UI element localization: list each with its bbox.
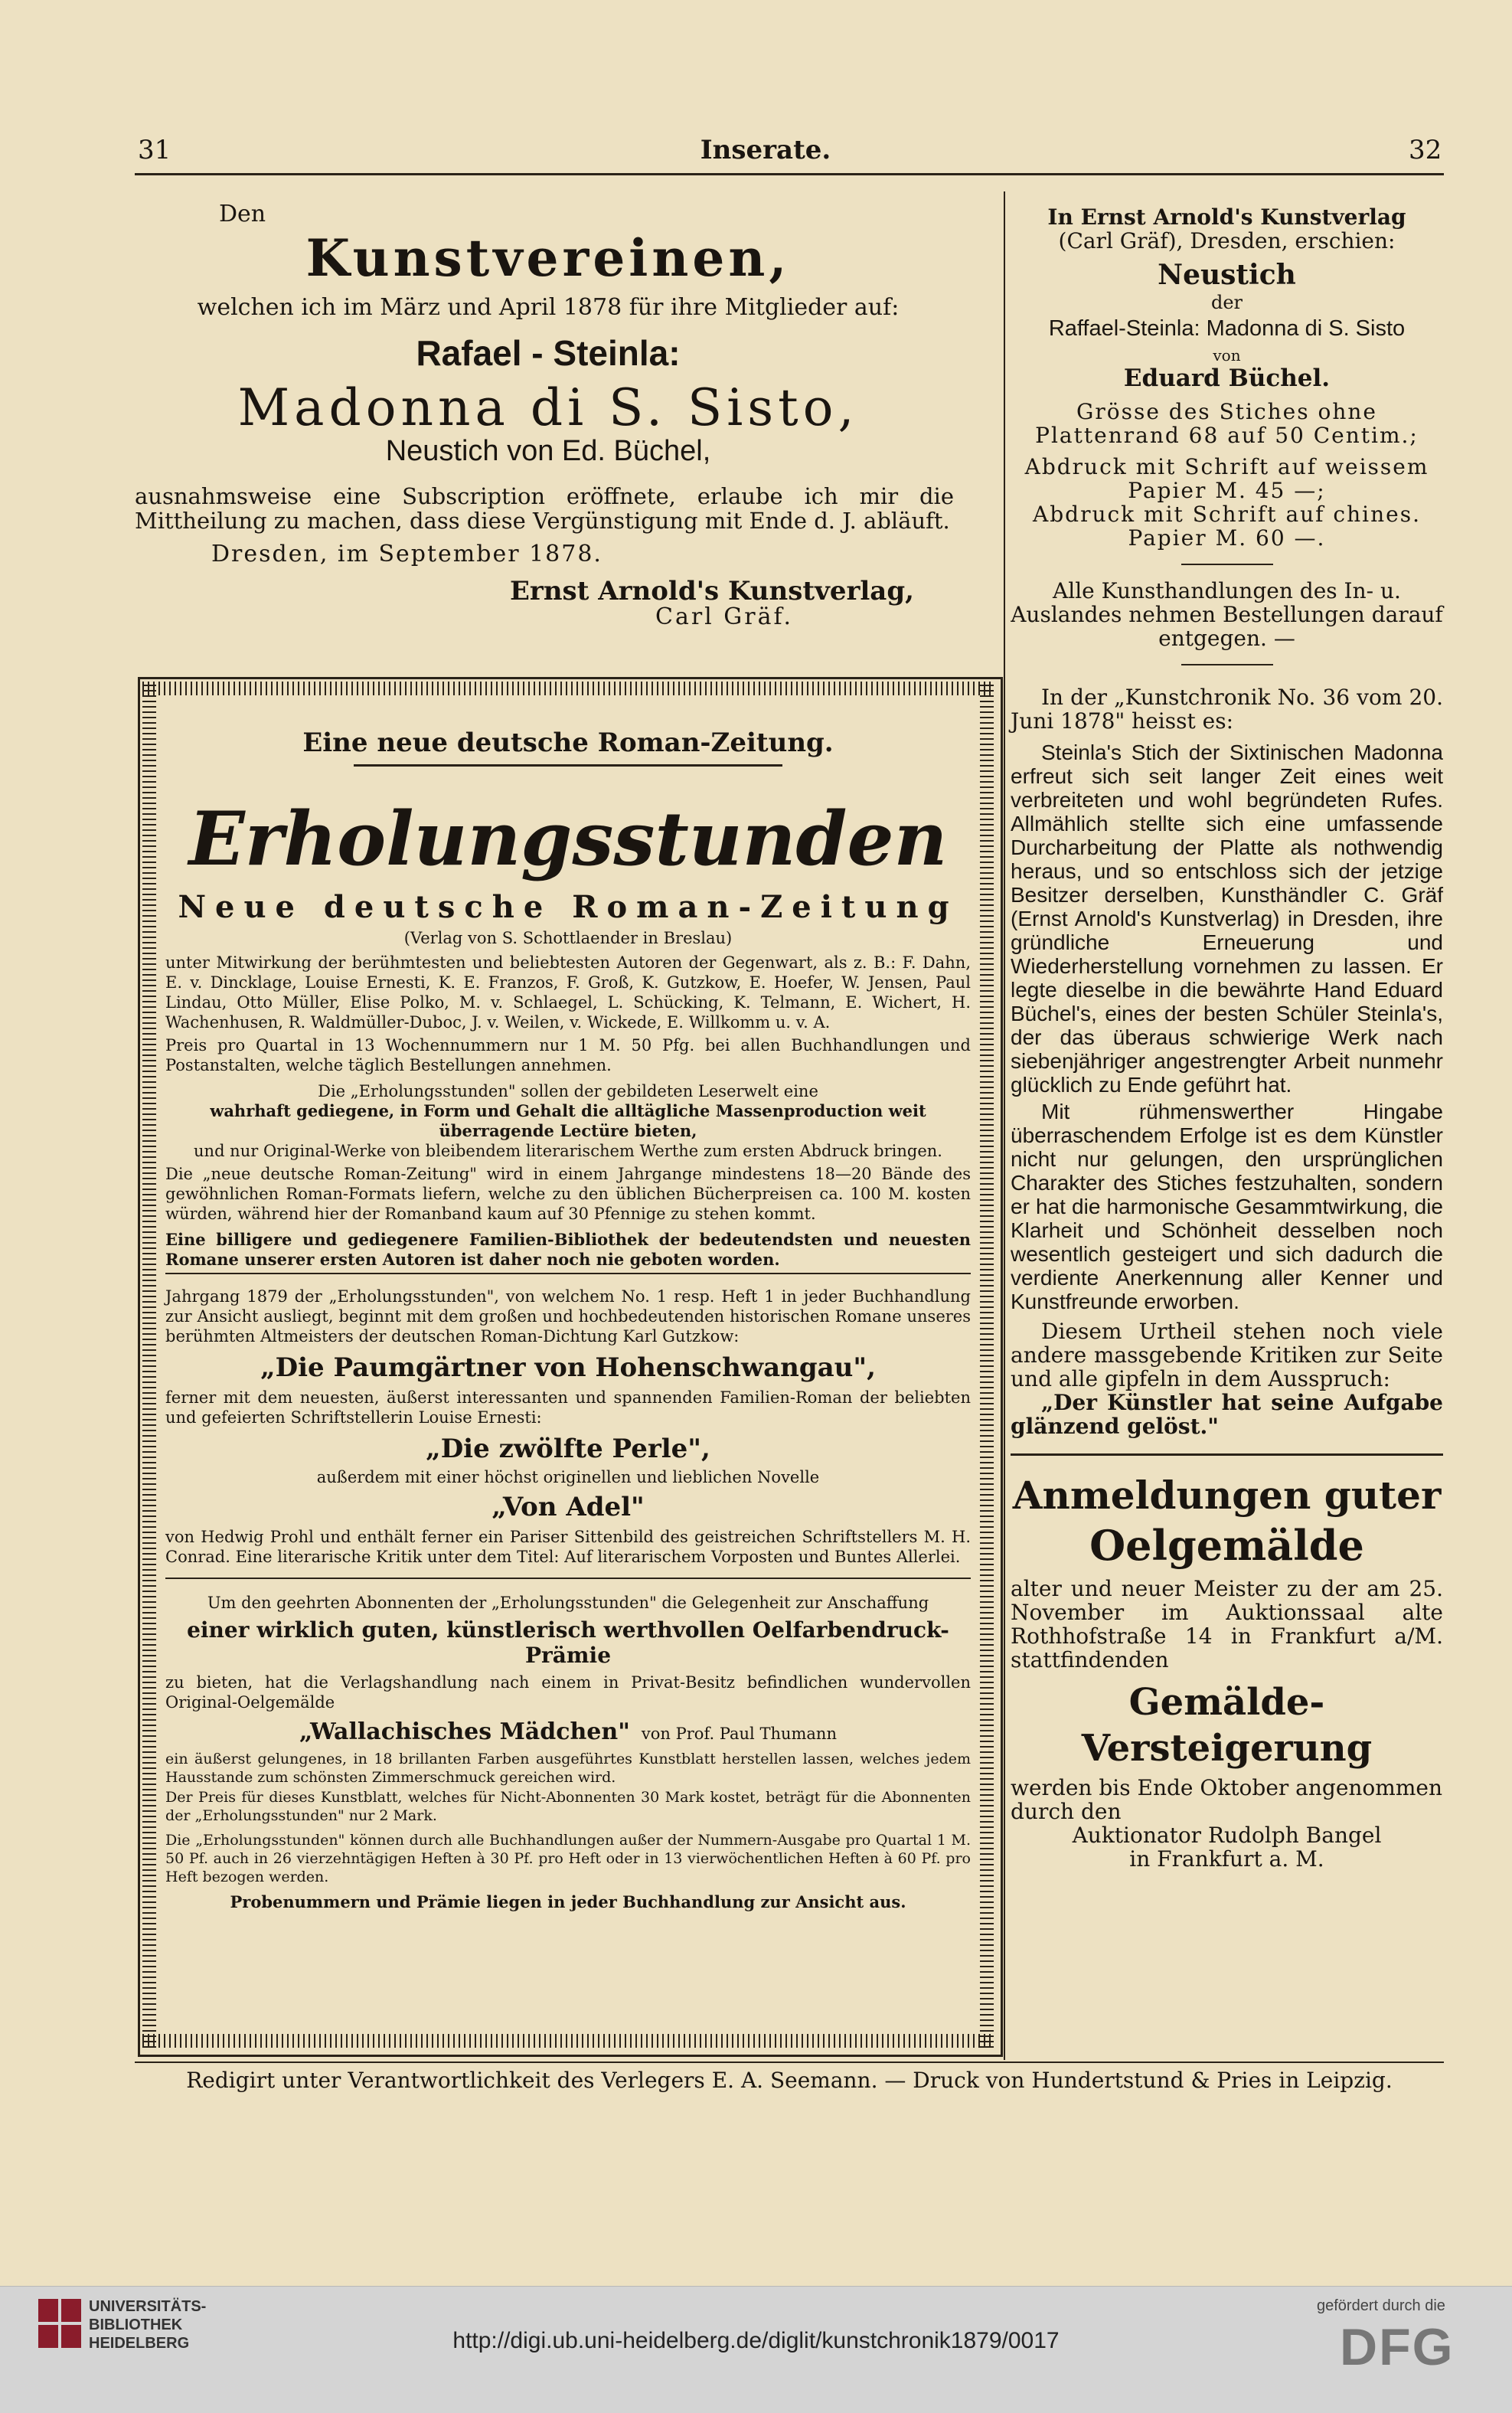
- novel-3: „Von Adel": [491, 1492, 645, 1522]
- library-line-2: BIBLIOTHEK: [89, 2317, 183, 2333]
- running-title: Inserate.: [700, 135, 831, 165]
- page-number-right: 32: [1409, 135, 1442, 165]
- roman-ad: [165, 705, 971, 1912]
- viewer-footer: [0, 2286, 1512, 2413]
- painting-line: [165, 1718, 971, 1745]
- roman-p3a: Die „Erholungsstunden" sollen der gebildeten Leserwelt eine: [318, 1082, 818, 1100]
- r-c6: Auktionator Rudolph Bangel: [1072, 1823, 1382, 1848]
- library-line-1: UNIVERSITÄTS-: [89, 2298, 207, 2315]
- ad-work: Madonna di S. Sisto,: [237, 378, 859, 437]
- ad-place-date: Dresden, im September 1878.: [211, 541, 603, 567]
- header-rule: [135, 173, 1444, 175]
- r-b2: Steinla's Stich der Sixtinischen Madonna erfreut sich seit langer Zeit eines weit verbreiteten und wohl begründeten Rufes. Allmählich stellte sich eine umfassende Durcharbeitung der Platte als nothwendig heraus, und so entschloss sich der jetzige Besitzer derselben, Kunsthändler C. Gräf (Ernst Arnold's Kunstverlag) in Dresden, ihre gründliche Erneuerung und Wiederherstellung vornehmen zu lassen. Er legte dieselbe in die bewährte Hand Eduard Büchel's, eines der besten Schüler Steinla's, der das überaus schwierige Werk nach siebenjähriger angestrengter Arbeit nunmehr glücklich zu Ende geführt hat.: [1011, 741, 1443, 1097]
- roman-title: Erholungsstunden: [188, 796, 948, 882]
- r-a7: Eduard Büchel.: [1123, 365, 1331, 392]
- roman-p12: Der Preis für dieses Kunstblatt, welches für Nicht-Abonnenten 30 Mark kostet, beträgt für die Abonnenten der „Erholungsstunden" nur 2 Mark.: [165, 1789, 971, 1824]
- r-c5: werden bis Ende Oktober angenommen durch den: [1011, 1775, 1442, 1824]
- r-c7: in Frankfurt a. M.: [1129, 1846, 1324, 1872]
- frame-border-bottom: [142, 2034, 994, 2048]
- r-a2: (Carl Gräf), Dresden, erschien:: [1058, 228, 1396, 253]
- novel-1: „Die Paumgärtner von Hohenschwangau",: [260, 1352, 876, 1383]
- r-a6: von: [1213, 346, 1241, 365]
- r-b1: In der „Kunstchronik No. 36 vom 20. Juni 1878" heisst es:: [1011, 685, 1443, 734]
- r-a9: Abdruck mit Schrift auf weissem Papier M. 45 —;: [1024, 454, 1429, 503]
- roman-p4: Die „neue deutsche Roman-Zeitung" wird in einem Jahrgange mindestens 18—20 Bände des gewöhnlichen Roman-Formats liefern, welche zu den üblichen Bücherpreisen ca. 100 M. kosten würden, während hier der Romanband kaum auf 30 Pfennige zu stehen kommt.: [165, 1165, 971, 1223]
- roman-p8: außerdem mit einer höchst originellen und lieblichen Novelle: [316, 1468, 820, 1486]
- roman-p7: ferner mit dem neuesten, äußerst interessanten und spannenden Familien-Roman der beliebten und gefeierten Schriftstellerin Louise Ernesti:: [165, 1388, 971, 1427]
- roman-p9: von Hedwig Prohl und enthält ferner ein Pariser Sittenbild des geistreichen Schriftstellers M. H. Conrad. Eine literarische Kritik unter dem Titel: Auf literarischem Vorposten und Buntes Allerlei.: [165, 1528, 971, 1566]
- roman-p2: Preis pro Quartal in 13 Wochennummern nur 1 M. 50 Pfg. bei allen Buchhandlungen und Postanstalten, welche täglich Bestellungen annehmen.: [165, 1036, 971, 1074]
- r-a1: In Ernst Arnold's Kunstverlag: [1047, 204, 1406, 230]
- r-a5: Raffael-Steinla: Madonna di S. Sisto: [1048, 316, 1406, 341]
- ad-den: Den: [219, 201, 266, 227]
- ad-artist: Rafael - Steinla:: [416, 333, 681, 373]
- roman-p3b: wahrhaft gediegene, in Form und Gehalt die alltägliche Massenproduction weit überragende Lectüre bieten,: [210, 1101, 926, 1140]
- library-line-3: HEIDELBERG: [89, 2335, 190, 2352]
- r-rule-3: [1011, 1453, 1443, 1456]
- r-c2: Oelgemälde: [1089, 1521, 1364, 1570]
- roman-p6: Jahrgang 1879 der „Erholungsstunden", von welchem No. 1 resp. Heft 1 in jeder Buchhandlung zur Ansicht ausliegt, beginnt mit dem großen und hochbedeutenden historischen Romane unseres berühmten Altmeisters der deutschen Roman-Dichtung Karl Gutzkow:: [165, 1287, 971, 1345]
- r-a4: der: [1210, 292, 1243, 313]
- roman-p3c: und nur Original-Werke von bleibendem literarischem Werthe zum ersten Abdruck bringen.: [194, 1142, 942, 1160]
- imprint: Redigirt unter Verantwortlichkeit des Verlegers E. A. Seemann. — Druck von Hundertstund & Pries in Leipzig.: [186, 2068, 1393, 2093]
- roman-p5: Eine billigere und gediegenere Familien-Bibliothek der bedeutendsten und neuesten Romane unserer ersten Autoren ist daher noch nie geboten worden.: [165, 1230, 971, 1274]
- r-rule-1: [1181, 564, 1273, 565]
- ad-line1: welchen ich im März und April 1878 für ihre Mitglieder auf:: [197, 294, 900, 321]
- r-a8: Grösse des Stiches ohne Plattenrand 68 auf 50 Centim.;: [1035, 399, 1419, 448]
- roman-p1: unter Mitwirkung der berühmtesten und beliebtesten Autoren der Gegenwart, als z. B.: F. Dahn, E. v. Dincklage, Louise Ernesti, K. E. Franzos, F. Groß, K. Gutzkow, E. Hoefer, W. Jensen, Paul Lindau, Otto Müller, Elise Polko, M. v. Schlaegel, L. Schücking, K. Telmann, E. Wichert, H. Wachenhusen, R. Waldmüller-Duboc, J. v. Weilen, v. Wickede, E. Willkomm u. v. A.: [165, 953, 971, 1032]
- r-a10: Abdruck mit Schrift auf chines. Papier M. 60 —.: [1033, 502, 1421, 551]
- roman-divider: [165, 1578, 971, 1579]
- r-rule-2: [1181, 664, 1273, 665]
- funded-by: gefördert durch die: [1317, 2297, 1445, 2314]
- roman-p10: Um den geehrten Abonnenten der „Erholungsstunden" die Gelegenheit zur Anschaffung: [207, 1594, 929, 1612]
- roman-p13: Die „Erholungsstunden" können durch alle Buchhandlungen außer der Nummern-Ausgabe pro Quartal 1 M. 50 Pf. auch in 26 vierzehntägigen Heften à 30 Pf. pro Heft oder in 13 vierwöchentlichen Heften à 60 Pf. pro Heft bezogen werden.: [165, 1832, 971, 1885]
- r-b5: „Der Künstler hat seine Aufgabe glänzend gelöst.": [1011, 1390, 1443, 1439]
- painting-title: „Wallachisches Mädchen": [299, 1718, 630, 1745]
- page-number-left: 31: [138, 135, 171, 165]
- frame-border-top: [142, 682, 994, 695]
- painting-painter: von Prof. Paul Thumann: [641, 1725, 837, 1743]
- r-a3: Neustich: [1158, 259, 1296, 291]
- ad-owner: Carl Gräf.: [655, 603, 794, 630]
- r-c4: Gemälde-Versteigerung: [1081, 1681, 1373, 1770]
- ad-engraver: Neustich von Ed. Büchel,: [385, 435, 711, 467]
- library-name: [89, 2297, 206, 2353]
- r-c1: Anmeldungen guter: [1012, 1473, 1442, 1518]
- r-a11: Alle Kunsthandlungen des In- u. Auslandes nehmen Bestellungen darauf entgegen. —: [1011, 578, 1443, 651]
- imprint-rule: [135, 2062, 1444, 2063]
- r-b3: Mit rühmenswerther Hingabe überraschendem Erfolge ist es dem Künstler nicht nur gelungen, den ursprünglichen Charakter des Stiches festzuhalten, sondern er hat die harmonische Gesammtwirkung, die Klarheit und Schönheit desselben noch wesentlich gesteigert und sich dadurch die verdiente Anerkennung aller Kenner und Kunstfreunde erworben.: [1011, 1100, 1443, 1313]
- roman-publisher: (Verlag von S. Schottlaender in Breslau): [403, 929, 733, 947]
- ad-firm: Ernst Arnold's Kunstverlag,: [510, 576, 914, 607]
- roman-p14: Probenummern und Prämie liegen in jeder Buchhandlung zur Ansicht aus.: [230, 1892, 906, 1911]
- frame-border-right: [980, 682, 994, 2048]
- permalink[interactable]: http://digi.ub.uni-heidelberg.de/diglit/kunstchronik1879/0017: [452, 2328, 1060, 2353]
- roman-subtitle: Neue deutsche Roman-Zeitung: [178, 889, 958, 925]
- right-column: [1011, 205, 1443, 1871]
- roman-p10c: zu bieten, hat die Verlagshandlung nach einem in Privat-Besitz befindlichen wundervollen Original-Oelgemälde: [165, 1673, 971, 1712]
- ad-text: ausnahmsweise eine Subscription eröffnete, erlaube ich mir die Mittheilung zu machen, dass diese Vergünstigung mit Ende d. J. abläuft.: [135, 483, 954, 534]
- roman-p11: ein äußerst gelungenes, in 18 brillanten Farben ausgeführtes Kunstblatt herstellen lassen, welches jedem Hausstande zum schönsten Zimmerschmuck gereichen wird.: [165, 1751, 971, 1786]
- novel-2: „Die zwölfte Perle",: [426, 1434, 710, 1464]
- dfg-logo: DFG: [1340, 2318, 1455, 2376]
- frame-border-left: [142, 682, 156, 2048]
- library-logo-icon: [38, 2299, 81, 2348]
- r-b4: Diesem Urtheil stehen noch viele andere massgebende Kritiken zur Seite und alle gipfeln in dem Ausspruch:: [1011, 1319, 1443, 1391]
- column-divider: [1004, 191, 1005, 2060]
- ad-headline: Kunstvereinen,: [305, 228, 791, 288]
- roman-kicker: Eine neue deutsche Roman-Zeitung.: [302, 727, 834, 758]
- r-c3: alter und neuer Meister zu der am 25. November im Auktionssaal alte Rothhofstraße 14 in Frankfurt a/M. stattfindenden: [1011, 1576, 1443, 1672]
- kicker-rule: [354, 764, 782, 767]
- roman-p10b: einer wirklich guten, künstlerisch werthvollen Oelfarbendruck-Prämie: [187, 1617, 949, 1668]
